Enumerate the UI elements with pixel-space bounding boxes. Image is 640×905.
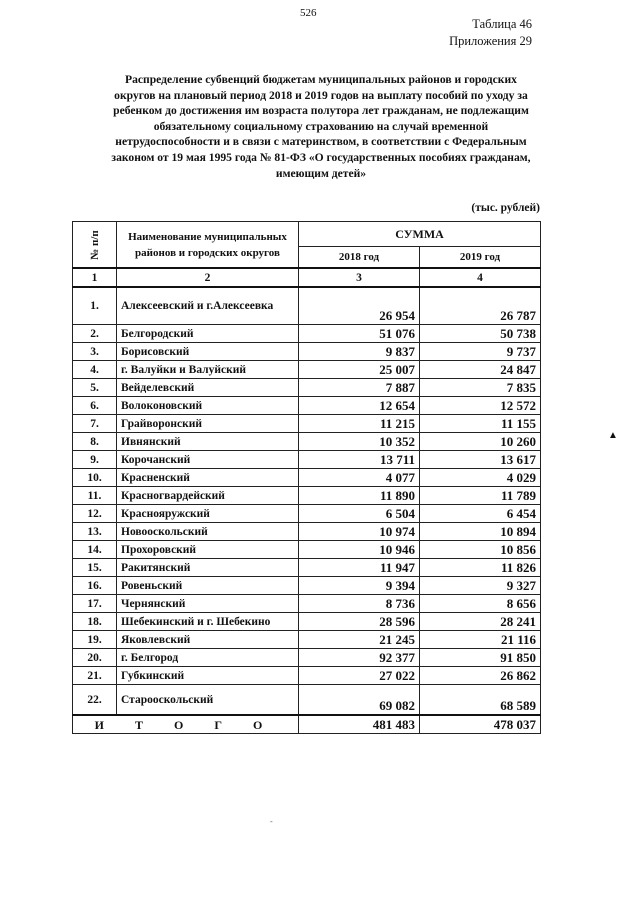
row-number: 6.: [73, 397, 117, 415]
district-name: Алексеевский и г.Алексеевка: [117, 287, 299, 325]
row-number: 13.: [73, 523, 117, 541]
column-number: 3: [299, 268, 420, 287]
title-line: округов на плановый период 2018 и 2019 годов на выплату пособий по уходу за: [114, 88, 528, 102]
title-line: имеющим детей»: [275, 166, 367, 180]
district-name: Новооскольский: [117, 523, 299, 541]
row-number: 7.: [73, 415, 117, 433]
row-number: 21.: [73, 667, 117, 685]
value-2018: 10 974: [299, 523, 420, 541]
table-label: Таблица 46: [472, 17, 532, 31]
value-2018: 25 007: [299, 361, 420, 379]
table-row: [73, 685, 541, 716]
district-name: Старооскольский: [117, 685, 299, 716]
value-2018: 10 946: [299, 541, 420, 559]
scan-mark: ▲: [608, 430, 618, 441]
value-2019: 8 656: [420, 595, 541, 613]
row-number: 20.: [73, 649, 117, 667]
row-number: 22.: [73, 685, 117, 716]
row-number: 5.: [73, 379, 117, 397]
value-2019: 11 826: [420, 559, 541, 577]
value-2018: 11 215: [299, 415, 420, 433]
appendix-reference: [449, 16, 532, 50]
title-line: законом от 19 мая 1995 года № 81-ФЗ «О государственных пособиях гражданам,: [111, 150, 531, 164]
district-name: Прохоровский: [117, 541, 299, 559]
district-name: Грайворонский: [117, 415, 299, 433]
header-row: [73, 222, 541, 247]
row-number: 19.: [73, 631, 117, 649]
header-number: № п/п: [73, 222, 117, 269]
value-2018: 8 736: [299, 595, 420, 613]
district-name: Шебекинский и г. Шебекино: [117, 613, 299, 631]
row-number: 9.: [73, 451, 117, 469]
title-line: ребенком до достижения им возраста полутора лет гражданам, не подлежащим: [113, 104, 529, 118]
district-name: Белгородский: [117, 325, 299, 343]
value-2019: 50 738: [420, 325, 541, 343]
value-2018: 9 394: [299, 577, 420, 595]
title-line: обязательному социальному страхованию на случай временной: [153, 119, 489, 133]
row-number: 18.: [73, 613, 117, 631]
table-row: [73, 577, 541, 595]
table-row: [73, 523, 541, 541]
column-number: 2: [117, 268, 299, 287]
header-sum: СУММА: [299, 222, 541, 247]
district-name: г. Валуйки и Валуйский: [117, 361, 299, 379]
header-year-2018: 2018 год: [299, 247, 420, 269]
value-2018: 92 377: [299, 649, 420, 667]
table-row: [73, 361, 541, 379]
value-2018: 12 654: [299, 397, 420, 415]
table-row: [73, 451, 541, 469]
table-row: [73, 595, 541, 613]
table-row: [73, 649, 541, 667]
value-2018: 6 504: [299, 505, 420, 523]
value-2019: 28 241: [420, 613, 541, 631]
value-2018: 27 022: [299, 667, 420, 685]
document-title: [62, 72, 580, 181]
table-row: [73, 667, 541, 685]
district-name: Волоконовский: [117, 397, 299, 415]
value-2018: 28 596: [299, 613, 420, 631]
value-2019: 26 862: [420, 667, 541, 685]
page-number: 526: [300, 7, 317, 19]
value-2019: 9 327: [420, 577, 541, 595]
value-2019: 21 116: [420, 631, 541, 649]
table-row: [73, 397, 541, 415]
title-line: нетрудоспособности и в связи с материнством, в соответствии с Федеральным: [115, 135, 527, 149]
district-name: Краснояружский: [117, 505, 299, 523]
district-name: Чернянский: [117, 595, 299, 613]
row-number: 11.: [73, 487, 117, 505]
value-2018: 11 947: [299, 559, 420, 577]
header-year-2019: 2019 год: [420, 247, 541, 269]
appendix-label: Приложения 29: [449, 34, 532, 48]
row-number: 10.: [73, 469, 117, 487]
district-name: Яковлевский: [117, 631, 299, 649]
column-numbers-row: [73, 268, 541, 287]
table-row: [73, 631, 541, 649]
value-2019: 91 850: [420, 649, 541, 667]
total-label: И Т О Г О: [73, 715, 299, 734]
table-row: [73, 559, 541, 577]
header-name: Наименование муниципальных районов и городских округов: [117, 222, 299, 269]
row-number: 8.: [73, 433, 117, 451]
value-2018: 4 077: [299, 469, 420, 487]
column-number: 1: [73, 268, 117, 287]
value-2018: 21 245: [299, 631, 420, 649]
table-row: [73, 505, 541, 523]
value-2019: 11 155: [420, 415, 541, 433]
table-row: [73, 469, 541, 487]
scan-speck: -: [270, 817, 273, 826]
value-2019: 10 260: [420, 433, 541, 451]
value-2019: 4 029: [420, 469, 541, 487]
total-2019: 478 037: [420, 715, 541, 734]
district-name: Борисовский: [117, 343, 299, 361]
value-2018: 51 076: [299, 325, 420, 343]
value-2019: 26 787: [420, 287, 541, 325]
row-number: 16.: [73, 577, 117, 595]
district-name: г. Белгород: [117, 649, 299, 667]
title-line: Распределение субвенций бюджетам муниципальных районов и городских: [125, 73, 517, 86]
table-row: [73, 433, 541, 451]
value-2018: 7 887: [299, 379, 420, 397]
district-name: Ракитянский: [117, 559, 299, 577]
value-2019: 13 617: [420, 451, 541, 469]
value-2018: 13 711: [299, 451, 420, 469]
table-body: [73, 287, 541, 715]
value-2018: 11 890: [299, 487, 420, 505]
value-2019: 10 894: [420, 523, 541, 541]
value-2019: 68 589: [420, 685, 541, 716]
row-number: 12.: [73, 505, 117, 523]
row-number: 4.: [73, 361, 117, 379]
district-name: Корочанский: [117, 451, 299, 469]
value-2018: 10 352: [299, 433, 420, 451]
table-row: [73, 287, 541, 325]
district-name: Губкинский: [117, 667, 299, 685]
table-row: [73, 325, 541, 343]
column-number: 4: [420, 268, 541, 287]
district-name: Вейделевский: [117, 379, 299, 397]
value-2019: 10 856: [420, 541, 541, 559]
units-label: (тыс. рублей): [471, 202, 540, 214]
value-2019: 24 847: [420, 361, 541, 379]
row-number: 1.: [73, 287, 117, 325]
row-number: 15.: [73, 559, 117, 577]
row-number: 3.: [73, 343, 117, 361]
value-2018: 69 082: [299, 685, 420, 716]
total-row: [73, 715, 541, 734]
total-2018: 481 483: [299, 715, 420, 734]
table-row: [73, 415, 541, 433]
value-2019: 9 737: [420, 343, 541, 361]
table-row: [73, 379, 541, 397]
district-name: Ивнянский: [117, 433, 299, 451]
table-row: [73, 487, 541, 505]
district-name: Красногвардейский: [117, 487, 299, 505]
value-2019: 7 835: [420, 379, 541, 397]
value-2019: 11 789: [420, 487, 541, 505]
district-name: Красненский: [117, 469, 299, 487]
district-name: Ровеньский: [117, 577, 299, 595]
row-number: 17.: [73, 595, 117, 613]
row-number: 2.: [73, 325, 117, 343]
table-row: [73, 541, 541, 559]
value-2019: 12 572: [420, 397, 541, 415]
table-row: [73, 613, 541, 631]
value-2018: 9 837: [299, 343, 420, 361]
value-2019: 6 454: [420, 505, 541, 523]
table-row: [73, 343, 541, 361]
subsidy-table: [72, 221, 541, 734]
value-2018: 26 954: [299, 287, 420, 325]
row-number: 14.: [73, 541, 117, 559]
